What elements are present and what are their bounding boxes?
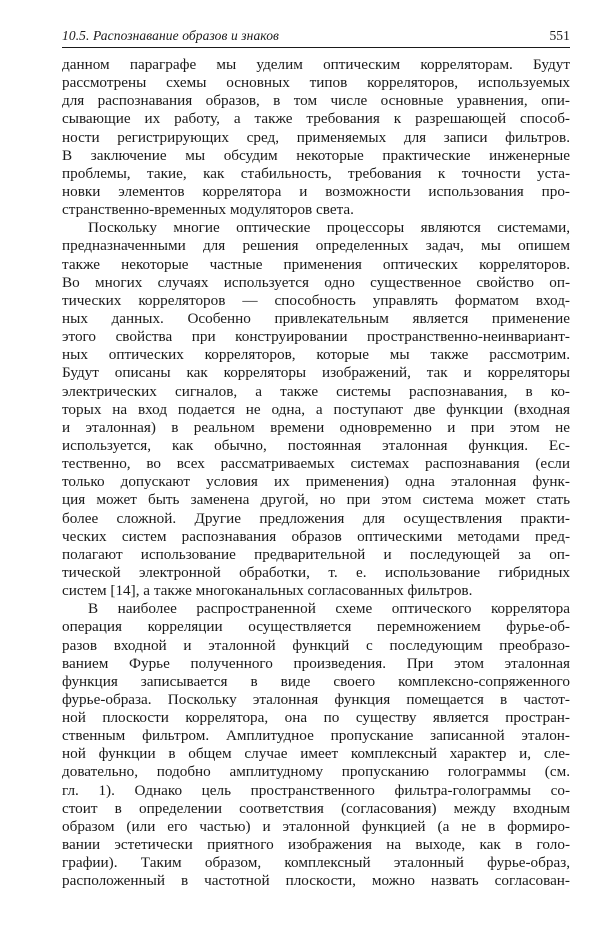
text-line: Будут описаны как корреляторы изображений, так и корреляторы	[62, 364, 570, 382]
text-line: полагают использование предварительной и последующей за оп-	[62, 545, 570, 563]
text-line: гл. 1). Однако цель пространственного фильтра-голограммы со-	[62, 781, 570, 799]
text-line: ных данных. Особенно привлекательным является применение	[62, 309, 570, 327]
text-line: операция корреляции осуществляется перемножением фурье-об-	[62, 618, 570, 636]
text-line: фурье-образа. Поскольку эталонная функция помещается в частот-	[62, 690, 570, 708]
text-line: ванием Фурье полученного произведения. При этом эталонная	[62, 654, 570, 672]
text-line: также некоторые частные применения оптических корреляторов.	[62, 255, 570, 273]
text-line: для распознавания образов, в том числе основные уравнения, опи-	[62, 92, 570, 110]
text-line: В заключение мы обсудим некоторые практические инженерные	[62, 146, 570, 164]
page-number: 551	[549, 28, 570, 43]
text-line: В наиболее распространенной схеме оптического коррелятора	[88, 600, 570, 618]
text-line: странственно-временных модуляторов света.	[62, 201, 354, 219]
section-title: 10.5. Распознавание образов и знаков	[62, 28, 280, 43]
text-line: ция может быть заменена другой, но при этом система может стать	[62, 491, 570, 509]
text-line: предназначенными для решения определенных задач, мы опишем	[62, 237, 570, 255]
text-line: рассмотрены схемы основных типов корреляторов, используемых	[62, 74, 570, 92]
text-line: тических корреляторов — способность управлять форматом вход-	[62, 291, 570, 309]
body-text	[62, 56, 570, 890]
text-line: только допускают условия их применения) одна эталонная функ-	[62, 473, 570, 491]
text-line: и эталонная) в реальном времени одновременно и при этом не	[62, 418, 570, 436]
text-line: ности регистрирующих сред, применяемых для записи фильтров.	[62, 128, 570, 146]
text-line: Поскольку многие оптические процессоры являются системами,	[88, 219, 570, 237]
text-line: стоит в определении соответствия (согласования) между входным	[62, 799, 570, 817]
text-line: сывающие их работу, а также требования к разрешающей способ-	[62, 110, 570, 128]
text-line: ческих систем распознавания образов оптическими методами пред-	[62, 527, 570, 545]
text-line: тественно, во всех рассматриваемых системах распознавания (если	[62, 455, 570, 473]
text-line: графии). Таким образом, комплексный эталонный фурье-образ,	[62, 854, 570, 872]
text-line: используется, как обычно, постоянная эталонная функция. Ес-	[62, 436, 570, 454]
text-line: ной функции в общем случае имеет комплексный характер и, сле-	[62, 745, 570, 763]
text-line: расположенный в частотной плоскости, можно назвать согласован-	[62, 872, 570, 890]
text-line: вании эстетически приятного изображения на выходе, как в голо-	[62, 836, 570, 854]
paragraph-3	[62, 600, 570, 890]
text-line: Во многих случаях используется одно существенное свойство оп-	[62, 273, 570, 291]
running-head	[62, 28, 570, 48]
text-line: более сложной. Другие предложения для осуществления практи-	[62, 509, 570, 527]
text-line: образом (или его частью) и эталонной функцией (а не в формиро-	[62, 817, 570, 835]
book-page	[62, 28, 570, 890]
text-line: торых на вход подается не одна, а поступают две функции (входная	[62, 400, 570, 418]
paragraph-2	[62, 219, 570, 600]
text-line: тической электронной обработки, т. е. использование гибридных	[62, 563, 570, 581]
text-line: разов входной и эталонной функций с последующим преобразо-	[62, 636, 570, 654]
text-line: ственным фильтром. Амплитудное пропускание записанной эталон-	[62, 727, 570, 745]
text-line: данном параграфе мы уделим оптическим корреляторам. Будут	[62, 56, 570, 73]
text-line: проблемы, такие, как стабильность, требования к точности уста-	[62, 164, 570, 182]
text-line: электрических сигналов, а также системы распознавания, в ко-	[62, 382, 570, 400]
text-line: функция записывается в виде своего комплексно-сопряженного	[62, 672, 570, 690]
text-line: этого свойства при конструировании пространственно-неинвариант-	[62, 328, 570, 346]
text-line: довательно, подобно амплитудному пропусканию голограммы (см.	[62, 763, 570, 781]
text-line: ных оптических корреляторов, которые мы также рассмотрим.	[62, 346, 570, 364]
text-line: ной плоскости коррелятора, она по существу является простран-	[62, 709, 570, 727]
text-line: систем [14], а также многоканальных согласованных фильтров.	[62, 582, 473, 600]
text-line: новки элементов коррелятора и возможности использования про-	[62, 182, 570, 200]
paragraph-1	[62, 56, 570, 219]
